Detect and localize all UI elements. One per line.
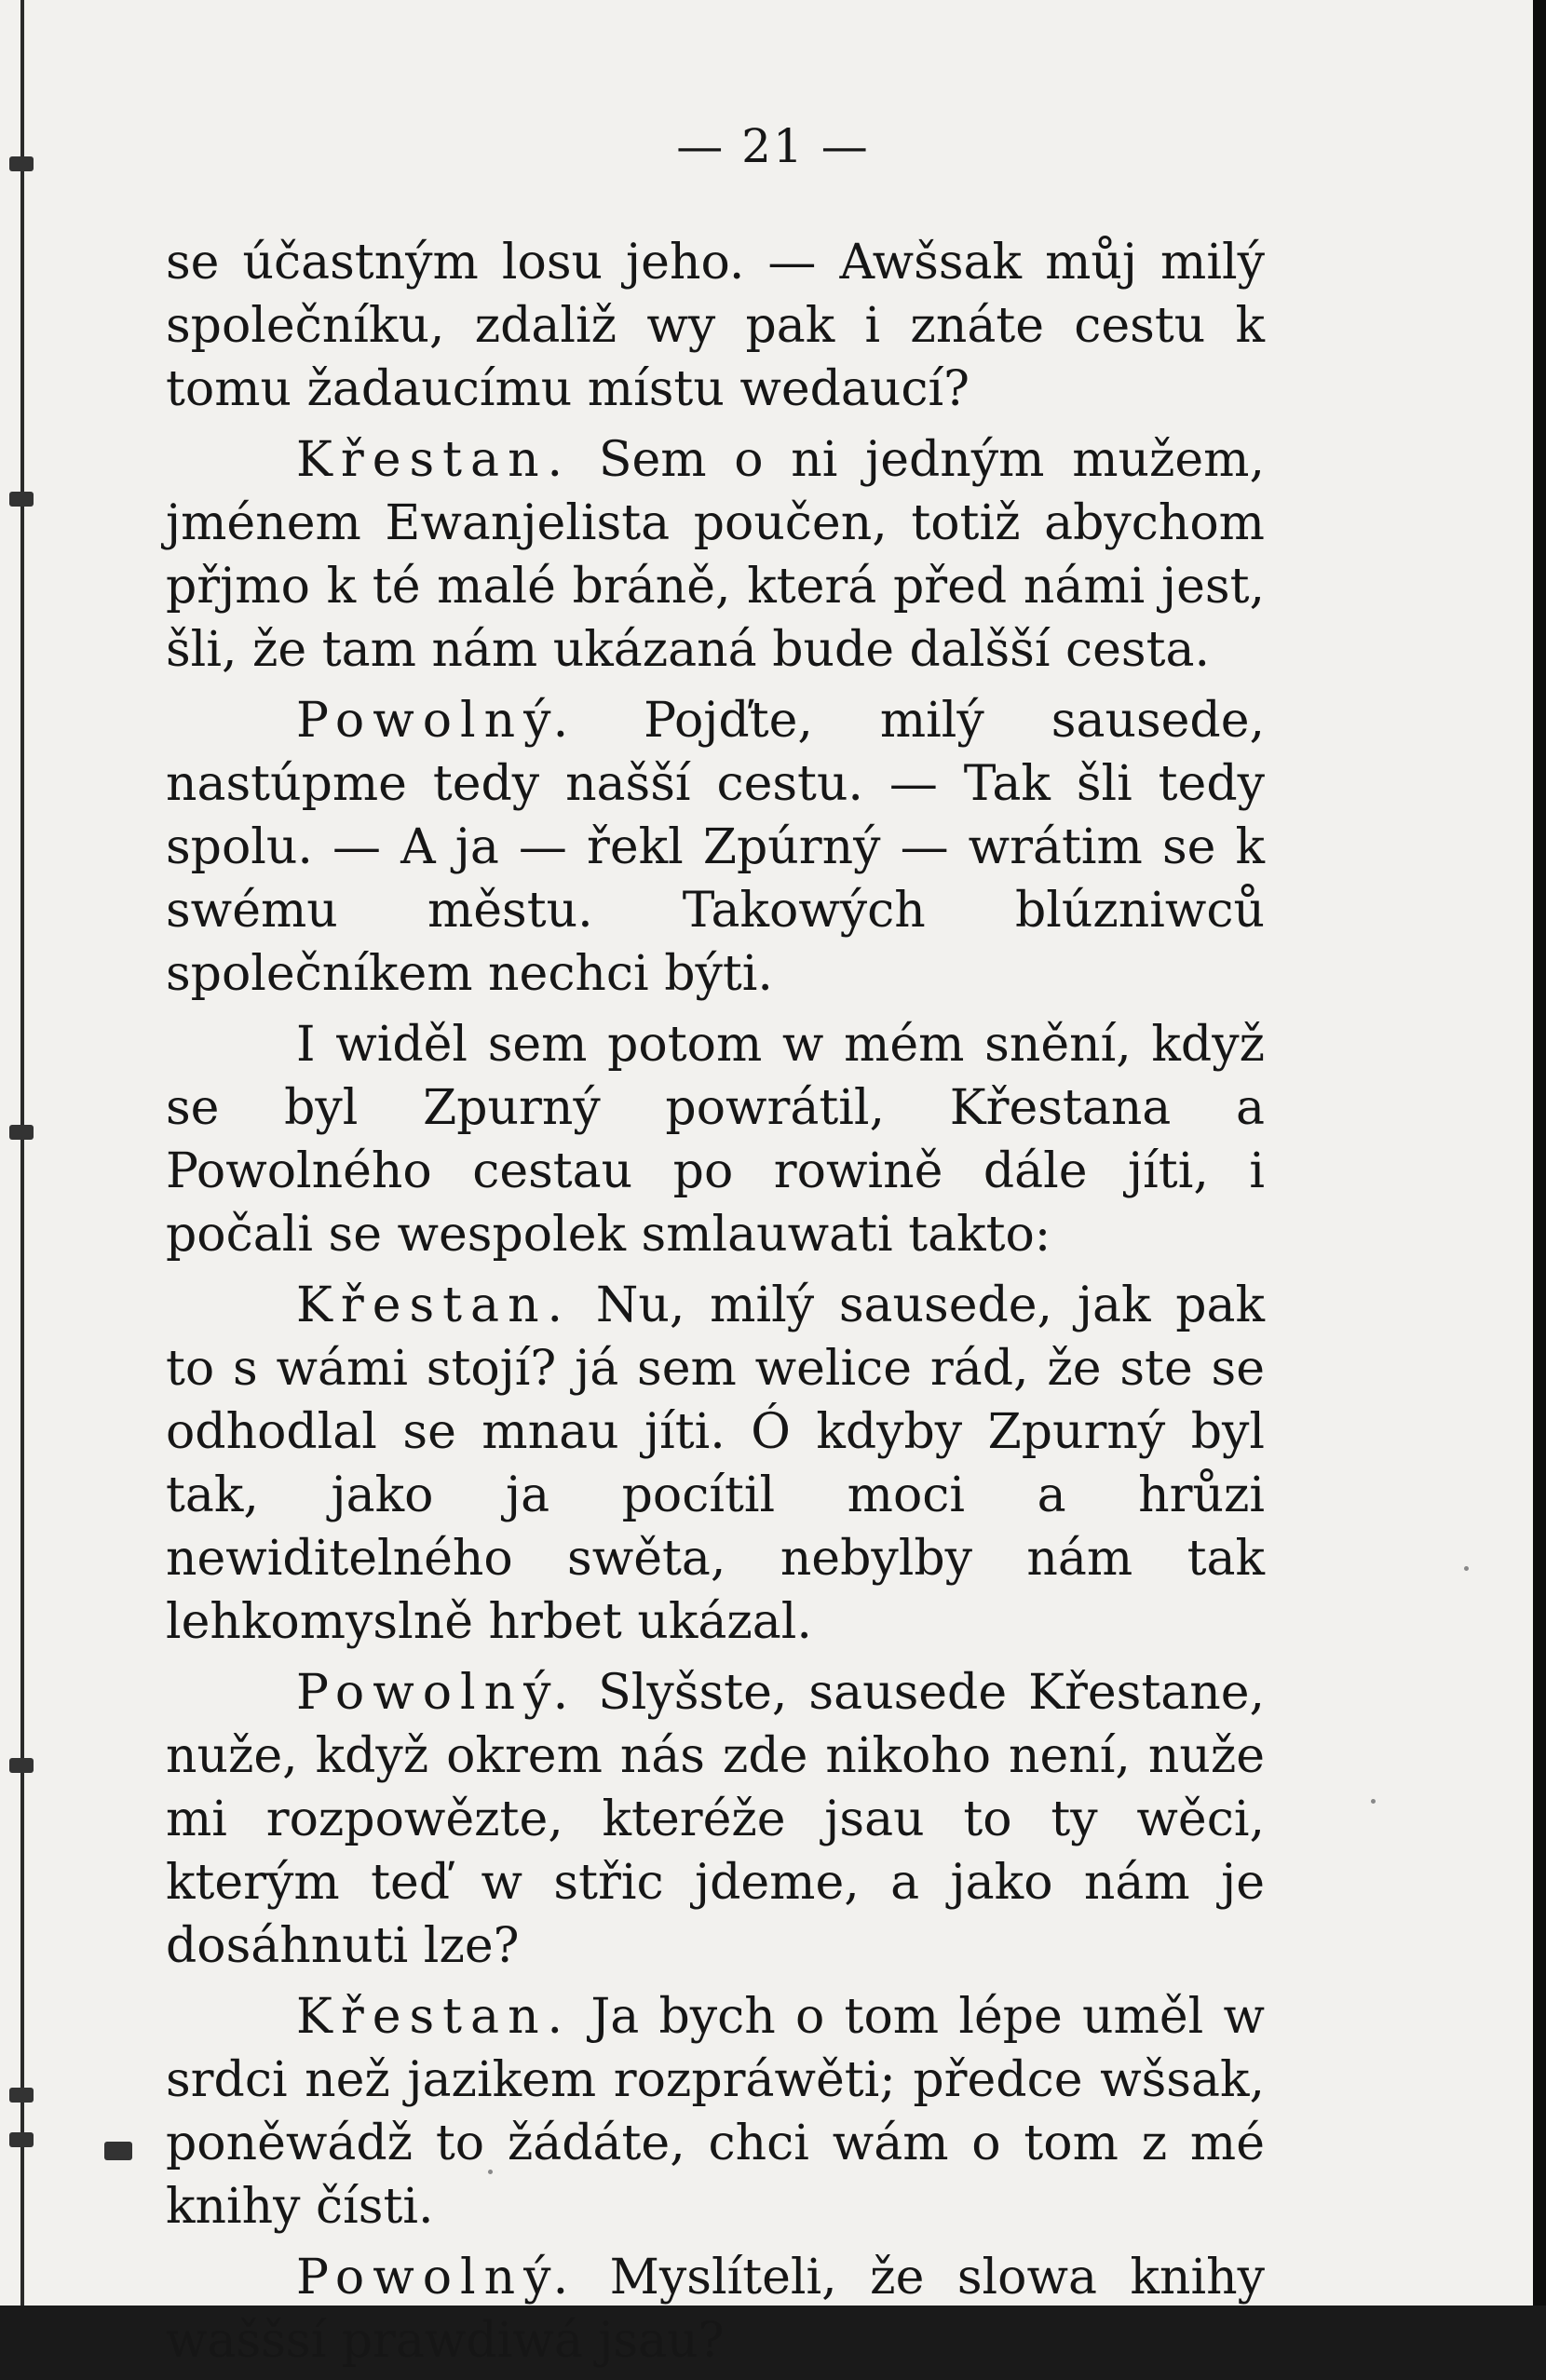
speaker-name: Křestan. [296, 1989, 572, 2045]
paragraph-text: Nu, milý sausede, jak pak to s wámi stojí? já sem welice rád, že ste se odhodlal se mnau jíti. Ó kdyby Zpurný byl tak, jako ja pocítil moci a hrůzi newiditelného swěta, nebylby nám tak lehkomyslně hrbet ukázal. [166, 1278, 1266, 1650]
binding-mark [104, 2142, 132, 2160]
paper-speck [1371, 1799, 1376, 1804]
page-edge-shadow [1533, 0, 1546, 2306]
paragraph [166, 1274, 1265, 1654]
binding-mark [9, 2088, 34, 2103]
binding-mark [9, 492, 34, 507]
paragraph [166, 1661, 1265, 1978]
paragraph-text: se účastným losu jeho. — Awšsak můj milý společníku, zdaliž wy pak i znáte cestu k tomu žadaucímu místu wedaucí? [166, 235, 1265, 417]
paper-speck [1464, 1566, 1469, 1571]
speaker-name: Křestan. [296, 432, 572, 488]
speaker-name: Powolný. [296, 1665, 577, 1721]
body-text [166, 231, 1265, 2380]
paragraph-text: Sem o ni jedným mužem, jménem Ewanjelista poučen, totiž abychom přjmo k té malé bráně, která před námi jest, šli, že tam nám ukázaná bude dalšší cesta. [166, 432, 1266, 678]
paragraph-text: Myslíteli, že slowa knihy waššsí prawdiwá jsau? [166, 2250, 1266, 2369]
paragraph [166, 1013, 1265, 1266]
binding-mark [9, 1125, 34, 1140]
speaker-name: Křestan. [296, 1278, 572, 1333]
binding-mark [9, 1758, 34, 1773]
paragraph [166, 231, 1265, 421]
speaker-name: Powolný. [296, 2250, 577, 2306]
binding-mark [9, 2132, 34, 2147]
paragraph-text: I widěl sem potom w mém snění, když se byl Zpurný powrátil, Křestana a Powolného cestau po rowině dále jíti, i počali se wespolek smlauwati takto: [166, 1017, 1265, 1263]
binding-edge [20, 0, 24, 2306]
speaker-name: Powolný. [296, 693, 577, 749]
paragraph-text: Pojďte, milý sausede, nastúpme tedy našší cestu. — Tak šli tedy spolu. — A ja — řekl Zpúrný — wrátim se k swému městu. Takowých blúzniwců společníkem nechci býti. [166, 693, 1265, 1002]
paragraph [166, 2246, 1265, 2373]
paragraph [166, 689, 1265, 1006]
paragraph-text: Ja bych o tom lépe uměl w srdci než jazikem rozpráwěti; předce wšsak, poněwádž to žádáte, chci wám o tom z mé knihy čísti. [166, 1989, 1266, 2235]
page-number: — 21 — [676, 119, 870, 173]
paragraph-text: Slyšste, sausede Křestane, nuže, když okrem nás zde nikoho není, nuže mi rozpowězte, kteréže jsau to ty wěci, kterým teď w střic jdeme, a jako nám je dosáhnuti lze? [166, 1665, 1266, 1974]
paragraph [166, 1985, 1265, 2238]
paragraph [166, 428, 1265, 682]
